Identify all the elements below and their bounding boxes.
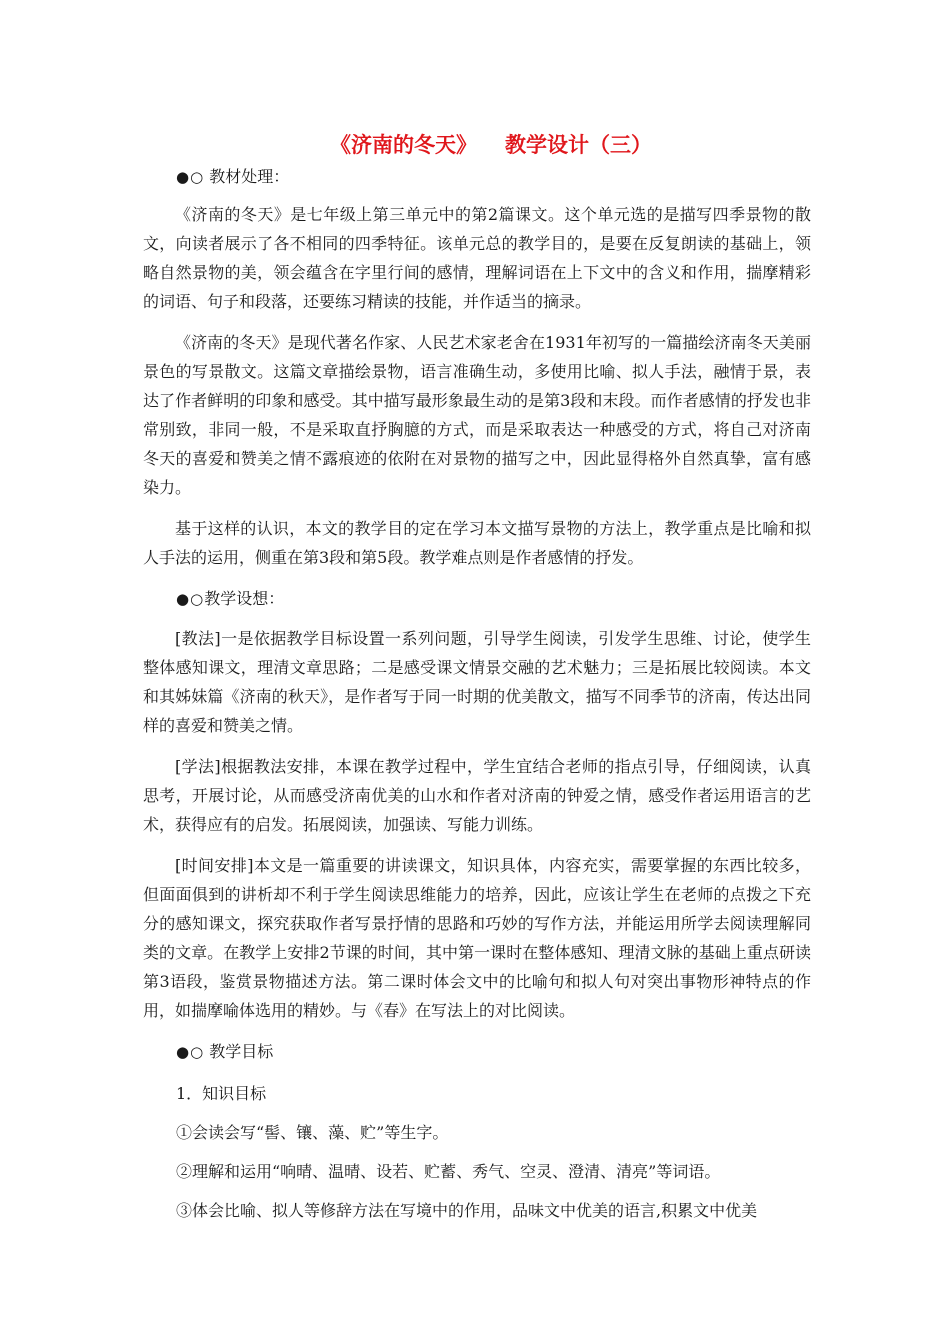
paragraph: 基于这样的认识，本文的教学目的定在学习本文描写景物的方法上，教学重点是比喻和拟人手法的运用，侧重在第3段和第5段。教学难点则是作者感情的抒发。 (143, 519, 811, 567)
paragraph: [教法]一是依据教学目标设置一系列问题，引导学生阅读，引发学生思维、讨论，使学生整体感知课文，理清文章思路；二是感受课文情景交融的艺术魅力；三是拓展比较阅读。本文和其姊妹篇《济南的秋天》，是作者写于同一时期的优美散文，描写不同季节的济南，传达出同样的喜爱和赞美之情。 (143, 629, 811, 735)
title-part2: 教学设计（三） (505, 132, 652, 157)
heading-text: 教材处理： (209, 167, 290, 186)
heading-text: 教学设想： (204, 589, 285, 608)
subheading-knowledge-goals: 1．知识目标 (176, 1084, 267, 1103)
paragraph: 《济南的冬天》是七年级上第三单元中的第2篇课文。这个单元选的是描写四季景物的散文，向读者展示了各不相同的四季特征。该单元总的教学目的，是要在反复朗读的基础上，领略自然景物的美，领会蕴含在字里行间的感情，理解词语在上下文中的含义和作用，揣摩精彩的词语、句子和段落，还要练习精读的技能，并作适当的摘录。 (143, 205, 811, 311)
title-part1: 《济南的冬天》 (330, 132, 477, 157)
bullet-icon: ●○ (176, 1043, 205, 1061)
paragraph: [学法]根据教法安排，本课在教学过程中，学生宜结合老师的指点引导，仔细阅读，认真思考，开展讨论，从而感受济南优美的山水和作者对济南的钟爱之情，感受作者运用语言的艺术，获得应有的启发。拓展阅读，加强读、写能力训练。 (143, 757, 811, 834)
paragraph: 《济南的冬天》是现代著名作家、人民艺术家老舍在1931年初写的一篇描绘济南冬天美丽景色的写景散文。这篇文章描绘景物，语言准确生动，多使用比喻、拟人手法，融情于景，表达了作者鲜明的印象和感受。其中描写最形象最生动的是第3段和末段。而作者感情的抒发也非常别致，非同一般，不是采取直抒胸臆的方式，而是采取表达一种感受的方式，将自己对济南冬天的喜爱和赞美之情不露痕迹的依附在对景物的描写之中，因此显得格外自然真挚，富有感染力。 (143, 333, 811, 497)
bullet-icon: ●○ (176, 590, 205, 608)
list-item: ②理解和运用“响晴、温晴、设若、贮蓄、秀气、空灵、澄清、清亮”等词语。 (176, 1162, 721, 1181)
section-heading-textbook (143, 164, 811, 190)
paragraph: [时间安排]本文是一篇重要的讲读课文，知识具体，内容充实，需要掌握的东西比较多，但面面俱到的讲析却不利于学生阅读思维能力的培养，因此，应该让学生在老师的点拨之下充分的感知课文，探究获取作者写景抒情的思路和巧妙的写作方法，并能运用所学去阅读理解同类的文章。在教学上安排2节课的时间，其中第一课时在整体感知、理清文脉的基础上重点研读第3语段，鉴赏景物描述方法。第二课时体会文中的比喻句和拟人句对突出事物形神特点的作用，如揣摩喻体选用的精妙。与《春》在写法上的对比阅读。 (143, 856, 811, 1020)
section-heading-goals (143, 1039, 811, 1065)
bullet-icon: ●○ (176, 168, 205, 186)
document-page (143, 130, 811, 1225)
heading-text: 教学目标 (209, 1042, 274, 1061)
document-title (143, 130, 811, 160)
list-item: ①会读会写“髻、镶、藻、贮”等生字。 (176, 1123, 449, 1142)
section-heading-teaching-plan (143, 586, 811, 612)
list-item: ③体会比喻、拟人等修辞方法在写境中的作用，品味文中优美的语言,积累文中优美 (176, 1201, 758, 1220)
